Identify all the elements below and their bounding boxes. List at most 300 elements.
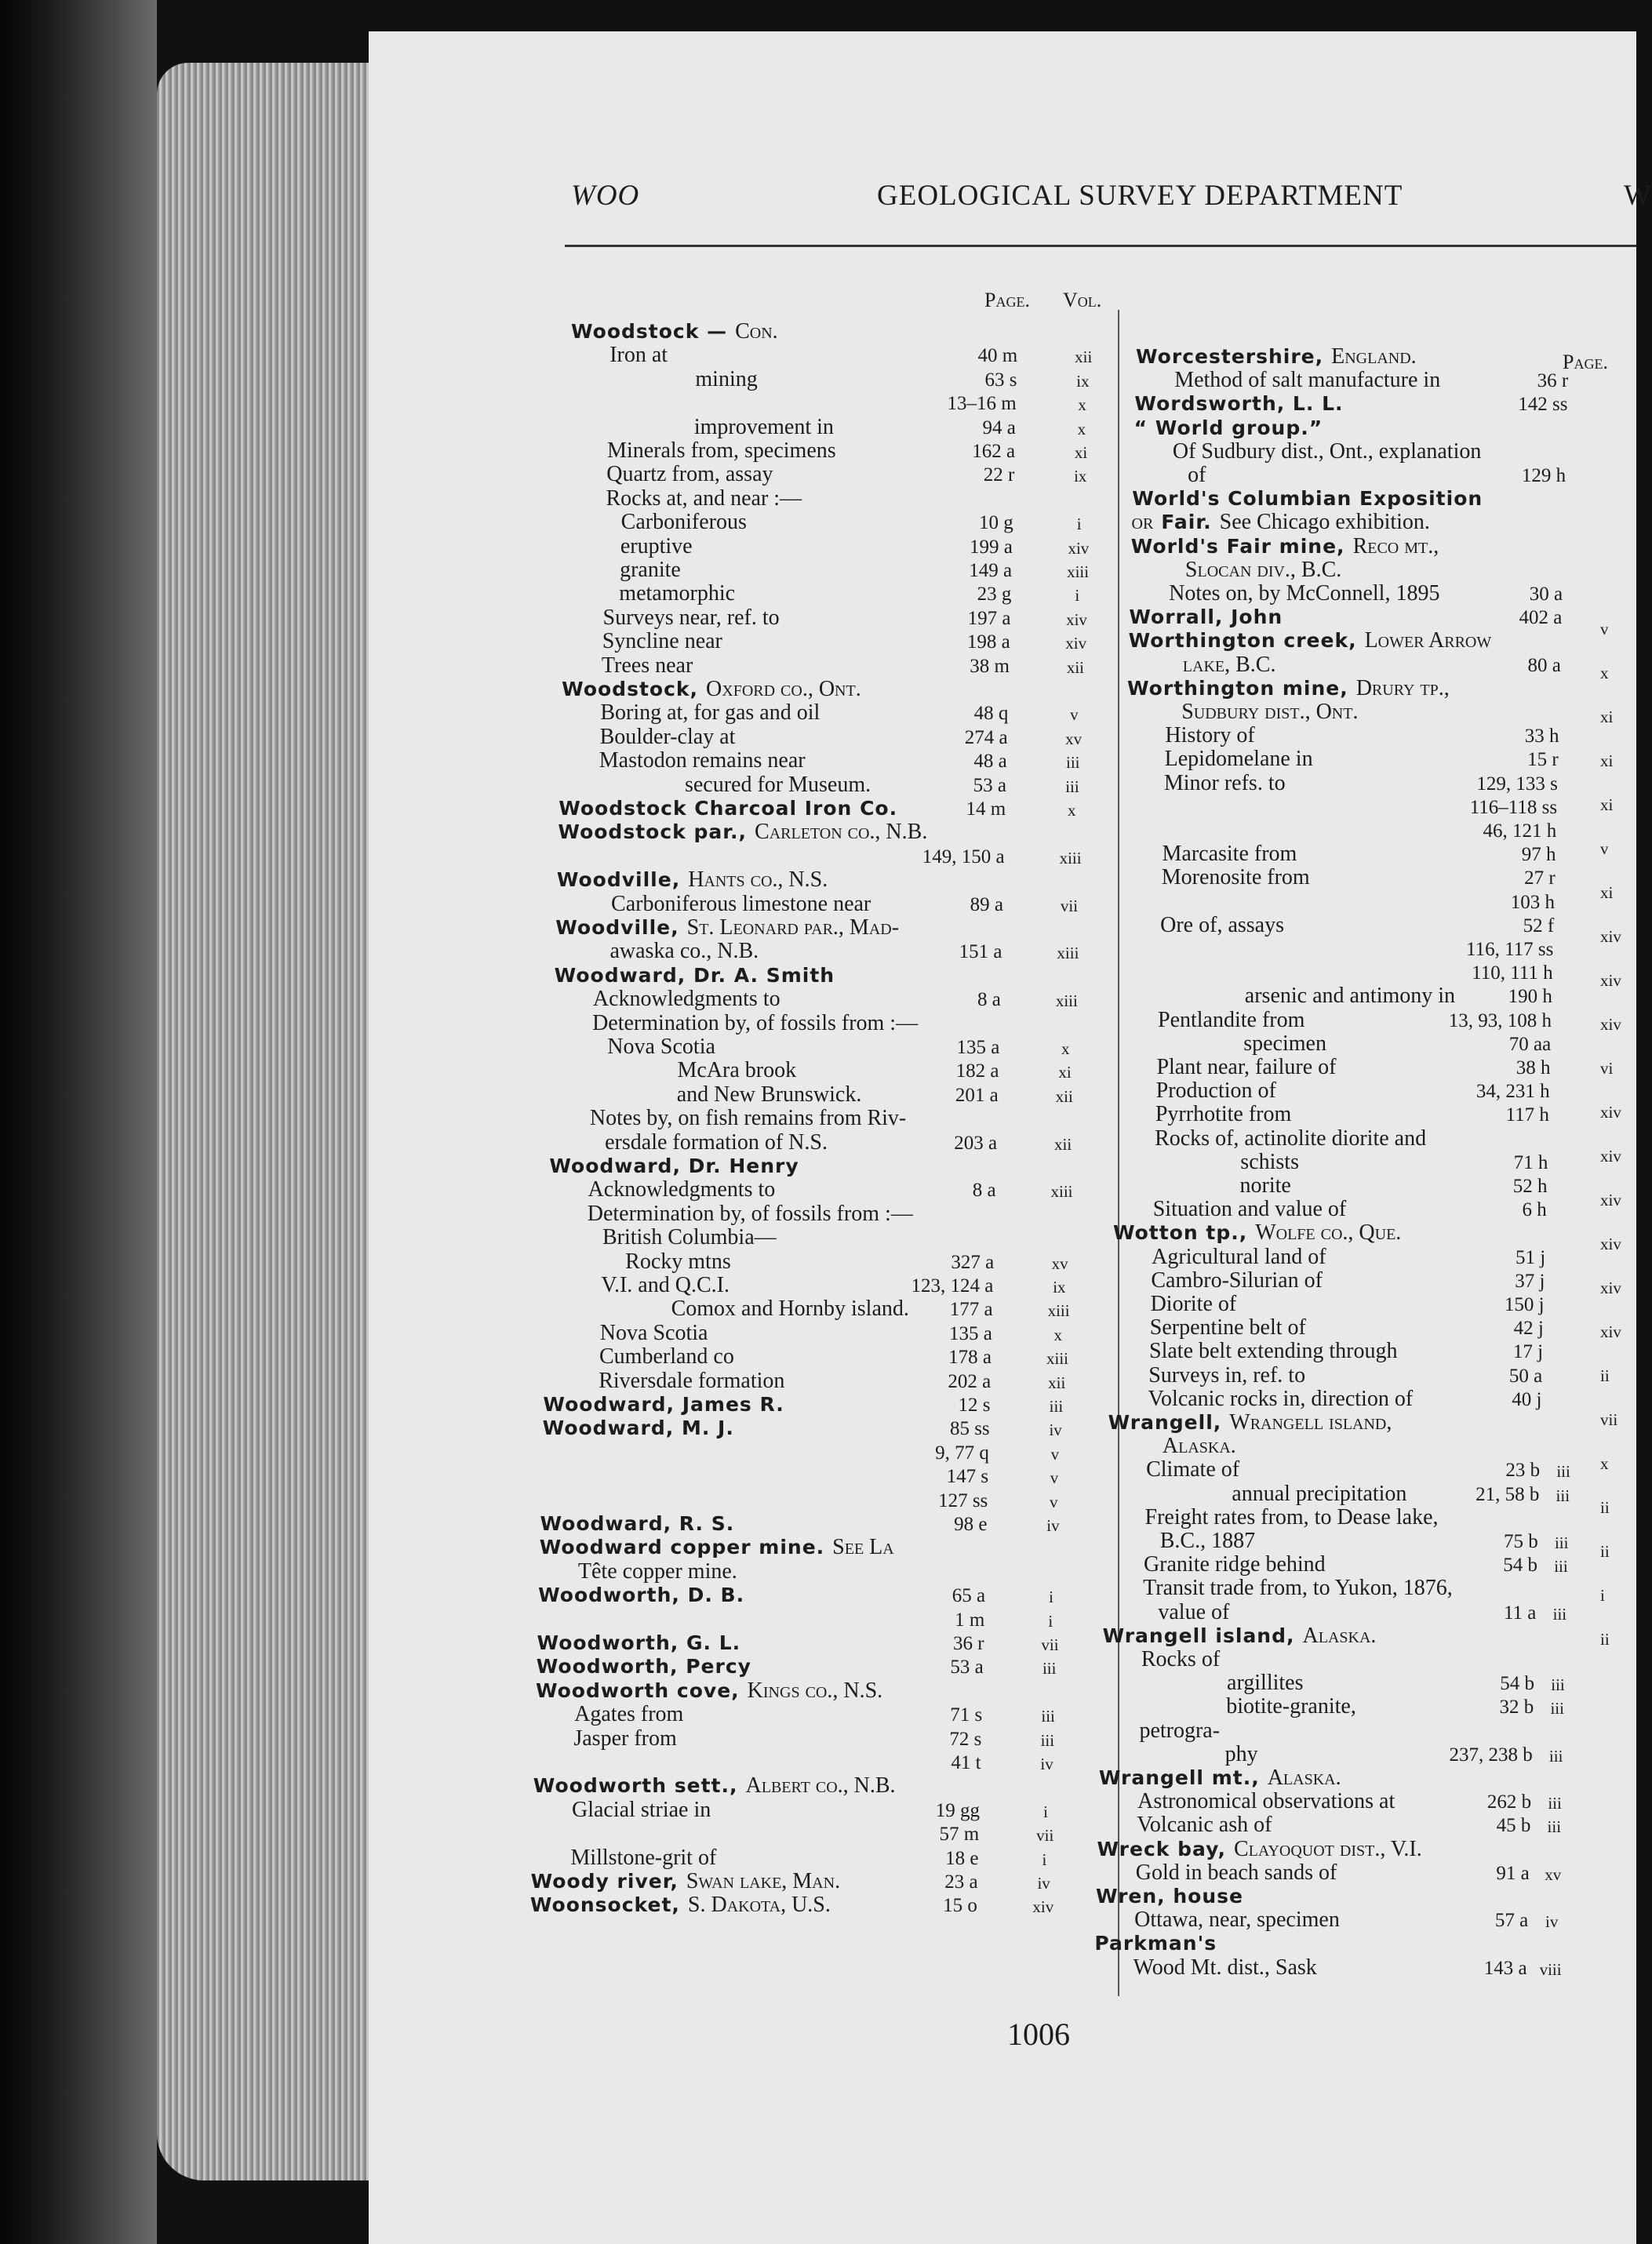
entry-text: Granite ridge behind (1143, 1552, 1326, 1577)
volume-number: xiii (1059, 848, 1082, 867)
entry-text: specimen (1243, 1031, 1326, 1056)
entry-text: Wood Mt. dist., Sask (1133, 1955, 1317, 1980)
page-reference: 48 q (973, 703, 1009, 725)
volume-number-cropped: xiv (1600, 1322, 1621, 1341)
entry-heading: Woodstock, (562, 678, 699, 700)
page-reference: 274 a (964, 726, 1008, 748)
entry-heading: Woodworth cove, (535, 1678, 740, 1702)
entry-text: Syncline near (602, 629, 722, 654)
page-reference: 23 a (944, 1871, 978, 1893)
volume-number: xiii (1047, 1301, 1070, 1321)
page-reference: 203 a (954, 1132, 998, 1154)
index-subentry (588, 1202, 913, 1226)
entry-heading-qualifier: Drury tp., (1355, 675, 1450, 700)
index-subentry (1141, 1648, 1220, 1671)
volume-number: xiii (1050, 1182, 1073, 1202)
page-reference: 63 s (984, 369, 1017, 391)
index-heading (536, 1679, 882, 1703)
entry-heading-qualifier: Carleton co., N.B. (755, 820, 928, 845)
index-subentry (1148, 1387, 1413, 1411)
page-reference: 57 a (1494, 1910, 1529, 1932)
column-divider (1118, 310, 1119, 1996)
page-reference: 53 a (950, 1657, 984, 1678)
index-heading (1136, 345, 1417, 369)
index-subentry (605, 1131, 828, 1155)
entry-heading-qualifier: Clayoquot dist., V.I. (1233, 1836, 1422, 1861)
index-subentry (601, 1274, 730, 1297)
entry-text: improvement in (693, 414, 834, 439)
entry-text: British Columbia— (602, 1225, 777, 1250)
index-subentry (592, 1012, 918, 1035)
page-reference: 13–16 m (947, 393, 1017, 415)
page-reference: 150 j (1504, 1294, 1545, 1315)
entry-text: Plant near, failure of (1156, 1055, 1337, 1079)
page-reference: 327 a (951, 1251, 995, 1273)
volume-number: iii (1065, 776, 1079, 796)
page-reference: 36 r (952, 1633, 984, 1654)
entry-text: Rocky mtns (625, 1249, 731, 1274)
entry-text: Pyrrhotite from (1155, 1102, 1292, 1127)
index-subentry (1150, 1316, 1306, 1340)
entry-heading: Woody river, (530, 1870, 679, 1893)
entry-text: Minor refs. to (1163, 770, 1286, 795)
index-heading (559, 797, 897, 820)
volume-number: xiv (1065, 634, 1087, 653)
entry-text: Agates from (574, 1702, 684, 1727)
entry-text: Astronomical observations at (1137, 1789, 1395, 1814)
entry-heading: Woodstock — (571, 320, 728, 343)
entry-text: Notes by, on fish remains from Riv- (589, 1106, 907, 1131)
page-reference: 97 h (1521, 844, 1556, 866)
entry-heading-qualifier: St. Leonard par., Mad- (686, 915, 900, 940)
index-subentry (602, 630, 722, 653)
volume-number-cropped: xi (1600, 707, 1614, 726)
index-heading (557, 868, 828, 892)
page-reference: 110, 111 h (1472, 962, 1553, 984)
entry-text: History of (1165, 723, 1255, 748)
volume-number: i (1043, 1802, 1048, 1821)
entry-heading-qualifier: Kings co., N.S. (747, 1678, 883, 1703)
volume-number: ix (1076, 371, 1090, 391)
volume-number: iii (1556, 1486, 1570, 1505)
entry-text: Gold in beach sands of (1135, 1860, 1337, 1885)
page-reference: 9, 77 q (935, 1442, 989, 1464)
volume-number-cropped: xiv (1600, 1147, 1621, 1166)
volume-number: iii (1551, 1675, 1565, 1695)
volume-number-cropped: xiv (1600, 1015, 1621, 1034)
index-heading (1129, 606, 1283, 629)
page-reference: 85 ss (949, 1418, 990, 1440)
page-reference: 127 ss (938, 1489, 988, 1511)
entry-text: Quartz from, assay (606, 462, 773, 487)
page-reference: 198 a (966, 631, 1010, 653)
index-subentry (1240, 1174, 1291, 1198)
index-subentry (1152, 1246, 1326, 1269)
volume-number: xv (1065, 729, 1083, 748)
index-subentry (1153, 1198, 1347, 1221)
index-heading (1097, 1838, 1422, 1861)
volume-number: xiii (1055, 991, 1078, 1011)
volume-number: iv (1037, 1874, 1050, 1893)
page-reference: 8 a (972, 1180, 996, 1202)
volume-number-cropped: x (1600, 664, 1609, 682)
volume-number-cropped: xiv (1600, 1278, 1621, 1297)
entry-heading: World's Columbian Exposition (1132, 487, 1483, 511)
volume-number: xii (1055, 1086, 1073, 1106)
page-reference: 94 a (982, 416, 1016, 438)
entry-text: granite (620, 558, 681, 582)
page-reference: 32 b (1499, 1697, 1534, 1718)
entry-text: Situation and value of (1152, 1197, 1347, 1222)
volume-number: i (1049, 1588, 1054, 1607)
volume-number: v (1050, 1468, 1059, 1488)
page-reference: 162 a (972, 441, 1016, 462)
index-heading (1132, 511, 1430, 534)
entry-heading: Woodville, (556, 868, 681, 892)
volume-number: iii (1550, 1699, 1564, 1718)
entry-heading: Fair. (1161, 511, 1212, 534)
page-reference: 117 h (1505, 1104, 1549, 1126)
index-subentry (620, 535, 693, 558)
page-reference: 14 m (966, 798, 1006, 820)
page-reference: 54 b (1503, 1555, 1537, 1577)
page-reference: 52 h (1512, 1176, 1548, 1197)
volume-number-cropped: vi (1600, 1059, 1614, 1078)
index-subentry (607, 1035, 715, 1059)
entry-text: Boulder-clay at (599, 724, 736, 749)
entry-heading: Woodward, James R. (543, 1393, 784, 1416)
entry-text: mining (695, 366, 758, 391)
volume-number: xi (1074, 443, 1088, 462)
entry-text: argillites (1227, 1671, 1304, 1696)
index-heading (1103, 1624, 1377, 1648)
volume-number: v (1070, 705, 1079, 725)
entry-heading: Woodward, Dr. A. Smith (554, 963, 835, 987)
index-heading (549, 1155, 799, 1178)
page-reference: 116, 117 ss (1466, 939, 1554, 960)
entry-text: Minerals from, specimens (607, 438, 836, 463)
volume-number-cropped: xi (1600, 751, 1614, 770)
page-reference: 34, 231 h (1476, 1081, 1550, 1103)
page-reference: 42 j (1513, 1318, 1544, 1340)
index-subentry (694, 416, 834, 439)
entry-heading-qualifier: Lower Arrow (1364, 628, 1492, 653)
page-reference: 142 ss (1518, 394, 1568, 416)
index-subentry (1181, 700, 1358, 724)
volume-number-cropped: xiv (1600, 1191, 1621, 1209)
page-reference: 135 a (956, 1037, 1000, 1058)
index-subentry (599, 1369, 784, 1393)
index-heading (555, 964, 835, 987)
entry-text: schists (1240, 1149, 1299, 1174)
index-heading (540, 1536, 894, 1559)
index-subentry (1227, 1671, 1303, 1695)
volume-number: iii (1547, 1817, 1562, 1837)
page-reference: 18 e (945, 1847, 979, 1869)
index-heading (540, 1512, 734, 1536)
page-reference: 149 a (969, 560, 1013, 581)
index-heading (1099, 1766, 1341, 1790)
page-reference: 65 a (952, 1585, 986, 1607)
index-subentry (1144, 1553, 1326, 1577)
index-subentry (1174, 369, 1440, 392)
entry-text: Serpentine belt of (1149, 1315, 1306, 1340)
entry-text: Marcasite from (1162, 842, 1297, 867)
volume-number: vii (1060, 896, 1079, 915)
index-subentry (578, 1560, 737, 1584)
entry-heading: Worthington creek, (1128, 629, 1357, 653)
page-reference: 89 a (970, 893, 1004, 915)
index-heading (1134, 392, 1343, 416)
entry-text: and New Brunswick. (676, 1082, 862, 1107)
entry-text: Transit trade from, to Yukon, 1876, (1143, 1576, 1453, 1601)
entry-text: Determination by, of fossils from :— (587, 1201, 913, 1226)
entry-text: awaska co., N.B. (609, 939, 759, 964)
page-reference: 38 m (970, 655, 1010, 677)
page-reference: 135 a (948, 1322, 992, 1344)
volume-number: x (1067, 801, 1076, 820)
entry-heading-qualifier: Con. (735, 319, 778, 344)
index-heading (1113, 1221, 1401, 1245)
entry-heading: “ World group.” (1133, 416, 1323, 439)
index-subentry (1134, 1908, 1340, 1932)
volume-number: x (1077, 419, 1086, 438)
page-reference: 27 r (1524, 867, 1556, 889)
entry-heading: Wrangell island, (1102, 1624, 1295, 1647)
entry-heading: Woodward, Dr. Henry (549, 1155, 799, 1177)
entry-text: Boring at, for gas and oil (600, 700, 821, 726)
volume-number-cropped: ii (1600, 1366, 1610, 1385)
index-subentry (1240, 1151, 1299, 1174)
entry-text: Diorite of (1150, 1292, 1237, 1316)
index-subentry (599, 749, 806, 773)
entry-heading: Woodstock Charcoal Iron Co. (559, 797, 898, 820)
index-subentry (611, 893, 871, 916)
volume-number-cropped: xi (1600, 795, 1614, 814)
page-reference: 6 h (1522, 1199, 1547, 1221)
index-subentry (621, 511, 747, 534)
index-subentry (1137, 1790, 1395, 1813)
index-subentry (1155, 1103, 1291, 1126)
page-reference: 197 a (967, 607, 1011, 629)
volume-number: viii (1539, 1959, 1562, 1979)
page-reference: 143 a (1483, 1957, 1527, 1979)
index-subentry (1225, 1743, 1258, 1766)
index-subentry (1232, 1482, 1406, 1506)
volume-number: xv (1051, 1253, 1068, 1273)
index-subentry (695, 368, 757, 391)
page-reference: 262 b (1486, 1791, 1532, 1813)
volume-number-cropped: xiv (1600, 1235, 1621, 1253)
volume-number: iii (1552, 1604, 1567, 1624)
entry-text: Volcanic ash of (1137, 1813, 1272, 1838)
entry-text: petrogra- (1139, 1718, 1221, 1743)
index-subentry (593, 987, 781, 1011)
index-subentry (1151, 1293, 1237, 1316)
entry-text: of (1188, 463, 1206, 487)
volume-number: v (1050, 1444, 1060, 1464)
page-reference: 98 e (954, 1514, 988, 1535)
entry-text: Ottawa, near, specimen (1134, 1908, 1340, 1933)
volume-number: xi (1058, 1063, 1072, 1082)
volume-number: iii (1042, 1659, 1057, 1678)
entry-heading: Woodward, R. S. (540, 1512, 735, 1535)
entry-text: Volcanic rocks in, direction of (1148, 1386, 1414, 1411)
index-subentry (1158, 1009, 1304, 1032)
page-reference: 12 s (958, 1395, 991, 1416)
entry-text: Comox and Hornby island. (671, 1297, 909, 1322)
volume-number: ix (1074, 467, 1087, 486)
volume-number-cropped: vii (1600, 1410, 1618, 1429)
page-reference: 402 a (1519, 607, 1563, 629)
index-subentry (1226, 1695, 1356, 1718)
entry-text: lake, B.C. (1182, 652, 1276, 677)
volume-number-cropped: xiv (1600, 1103, 1621, 1122)
entry-text: phy (1224, 1741, 1258, 1766)
index-heading (531, 1870, 840, 1893)
volume-number-cropped: xi (1600, 883, 1614, 902)
index-subentry (1163, 1435, 1236, 1458)
index-subentry (1243, 1032, 1326, 1056)
volume-number: i (1048, 1611, 1053, 1631)
header-rule (565, 245, 1636, 247)
page-reference: 149, 150 a (922, 846, 1005, 867)
entry-text: Cambro-Silurian of (1151, 1267, 1323, 1293)
volume-number: xiii (1067, 562, 1090, 581)
index-subentry (1137, 1813, 1272, 1837)
index-heading (1131, 535, 1439, 558)
page-reference: 53 a (973, 774, 1006, 796)
entry-heading-qualifier: Reco mt., (1352, 533, 1439, 558)
page-reference: 19 gg (935, 1799, 980, 1821)
column-header-page-right: Page. (1563, 351, 1608, 373)
index-subentry (599, 1345, 734, 1369)
entry-text: Nova Scotia (599, 1320, 708, 1345)
page-reference: 45 b (1496, 1815, 1531, 1837)
page-reference: 51 j (1515, 1246, 1546, 1268)
entry-text: Notes on, by McConnell, 1895 (1169, 581, 1440, 606)
page-reference: 40 j (1512, 1388, 1542, 1410)
index-subentry (1155, 1127, 1426, 1151)
volume-number: iii (1041, 1707, 1055, 1726)
entry-text: Rocks of, actinolite diorite and (1155, 1126, 1427, 1151)
volume-number: iii (1066, 753, 1080, 773)
page-reference: 54 b (1500, 1673, 1535, 1695)
entry-text: Millstone-grit of (570, 1845, 717, 1870)
entry-text: Ore of, assays (1160, 912, 1284, 937)
entry-text: value of (1158, 1599, 1230, 1624)
volume-number: vii (1036, 1826, 1054, 1846)
page-reference: 91 a (1496, 1862, 1530, 1884)
page-reference: 57 m (939, 1824, 980, 1846)
page-reference: 17 j (1512, 1341, 1544, 1363)
volume-number: iv (1046, 1516, 1060, 1535)
index-heading (537, 1655, 751, 1678)
index-subentry (1169, 582, 1439, 606)
entry-connector: or (1131, 510, 1154, 535)
entry-heading: Woodville, (555, 916, 679, 939)
index-subentry (1173, 440, 1482, 464)
entry-text: Slocan div., B.C. (1184, 557, 1342, 582)
page-reference: 151 a (959, 941, 1002, 963)
volume-number: xiv (1068, 538, 1090, 558)
page-reference: 22 r (983, 464, 1015, 486)
index-subentry (671, 1297, 909, 1321)
volume-number-cropped: xiv (1600, 927, 1621, 946)
entry-text: secured for Museum. (684, 772, 871, 797)
page-reference: 38 h (1516, 1057, 1551, 1078)
entry-heading-qualifier: S. Dakota, U.S. (687, 1893, 831, 1918)
entry-text: Jasper from (573, 1726, 677, 1751)
entry-heading: Wren, house (1095, 1885, 1243, 1908)
page-reference: 201 a (955, 1084, 999, 1106)
page-edges (157, 63, 384, 2180)
volume-number: v (1050, 1492, 1058, 1511)
entry-heading: Woodworth, D. B. (538, 1584, 745, 1607)
entry-heading-qualifier: See La (832, 1535, 894, 1560)
entry-heading-qualifier: Swan lake, Man. (686, 1869, 841, 1893)
entry-text: B.C., 1887 (1159, 1529, 1256, 1553)
index-subentry (574, 1703, 683, 1726)
page-reference: 178 a (948, 1347, 992, 1369)
volume-number: i (1042, 1849, 1047, 1869)
page-reference: 71 s (950, 1704, 983, 1726)
page-reference: 80 a (1527, 654, 1561, 676)
index-subentry (1156, 1056, 1336, 1079)
page-reference: 8 a (977, 989, 1001, 1011)
page-reference: 41 t (951, 1752, 981, 1773)
index-heading (571, 320, 778, 344)
index-subentry (1165, 724, 1254, 747)
entry-text: Method of salt manufacture in (1174, 368, 1441, 393)
entry-text: Surveys near, ref. to (602, 605, 780, 630)
page-reference: 15 r (1527, 749, 1559, 771)
index-subentry (572, 1798, 711, 1822)
index-subentry (1139, 1719, 1220, 1743)
volume-number-cropped: ii (1600, 1542, 1610, 1561)
entry-heading: Woodstock par., (558, 820, 748, 844)
index-heading (1132, 487, 1483, 511)
volume-number: iv (1545, 1912, 1559, 1932)
index-subentry (570, 1846, 716, 1870)
entry-text: biotite-granite, (1226, 1694, 1356, 1719)
index-subentry (677, 1083, 862, 1107)
index-subentry (1245, 984, 1455, 1008)
index-heading (1094, 1932, 1217, 1955)
index-subentry (1158, 1601, 1229, 1624)
index-heading (538, 1584, 744, 1607)
volume-number: i (1076, 515, 1082, 534)
index-subentry (1162, 866, 1310, 889)
index-subentry (607, 439, 836, 463)
volume-number: iv (1040, 1755, 1053, 1773)
entry-heading: Woonsocket, (529, 1893, 680, 1917)
entry-text: Acknowledgments to (592, 987, 781, 1012)
volume-number: xii (1075, 347, 1093, 367)
volume-number-cropped: ii (1600, 1630, 1610, 1649)
entry-text: McAra brook (677, 1058, 797, 1083)
index-subentry (1164, 772, 1286, 795)
index-subentry (1163, 842, 1297, 866)
index-subentry (1183, 653, 1276, 677)
index-subentry (1149, 1340, 1398, 1363)
index-subentry (602, 654, 693, 678)
index-subentry (603, 606, 780, 630)
page-reference: 123, 124 a (911, 1275, 994, 1297)
entry-text: Agricultural land of (1152, 1244, 1326, 1269)
page-reference: 71 h (1513, 1151, 1548, 1173)
entry-text: Pentlandite from (1158, 1007, 1305, 1032)
